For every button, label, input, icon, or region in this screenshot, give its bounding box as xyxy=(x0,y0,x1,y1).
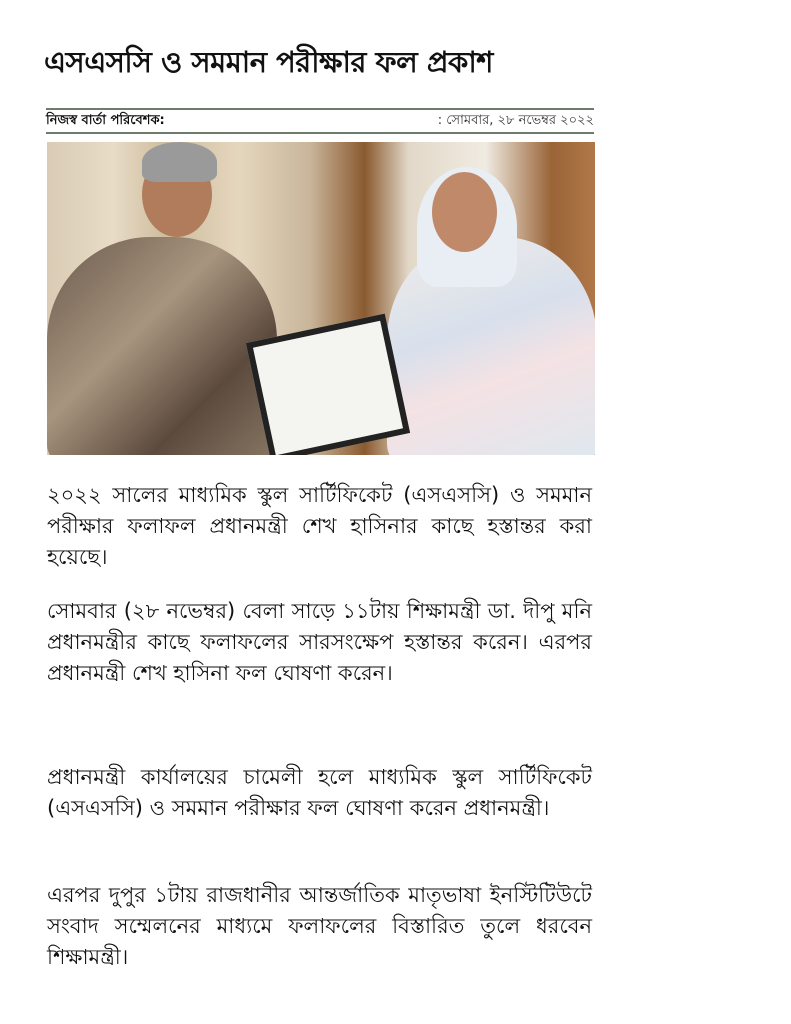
publish-date: : সোমবার, ২৮ নভেম্বর ২০২২ xyxy=(437,112,594,128)
paragraph: প্রধানমন্ত্রী কার্যালয়ের চামেলী হলে মাধ্যমিক স্কুল সার্টিফিকেট (এসএসসি) ও সমমান পরীক্ষার ফল ঘোষণা করেন প্রধানমন্ত্রী। xyxy=(47,765,592,820)
photo-hair-left xyxy=(142,142,217,182)
paragraph: সোমবার (২৮ নভেম্বর) বেলা সাড়ে ১১টায় শিক্ষামন্ত্রী ডা. দীপু মনি প্রধানমন্ত্রীর কাছে ফলাফলের সারসংক্ষেপ হস্তান্তর করেন। এরপর প্রধানমন্ত্রী শেখ হাসিনা ফল ঘোষণা করেন। xyxy=(47,599,592,685)
photo-person-left xyxy=(47,237,277,455)
paragraph: ২০২২ সালের মাধ্যমিক স্কুল সার্টিফিকেট (এসএসসি) ও সমমান পরীক্ষার ফলাফল প্রধানমন্ত্রী শেখ হাসিনার কাছে হস্তান্তর করা হয়েছে। xyxy=(47,483,592,569)
paragraph: এরপর দুপুর ১টায় রাজধানীর আন্তর্জাতিক মাতৃভাষা ইনস্টিটিউটে সংবাদ সম্মেলনের মাধ্যমে ফলাফলের বিস্তারিত তুলে ধরবেন শিক্ষামন্ত্রী। xyxy=(47,883,592,969)
reporter: নিজস্ব বার্তা পরিবেশক: xyxy=(46,112,165,128)
headline: এসএসসি ও সমমান পরীক্ষার ফল প্রকাশ xyxy=(44,45,493,79)
photo-face-right xyxy=(432,172,497,252)
byline xyxy=(46,108,594,134)
news-photo xyxy=(47,142,595,455)
